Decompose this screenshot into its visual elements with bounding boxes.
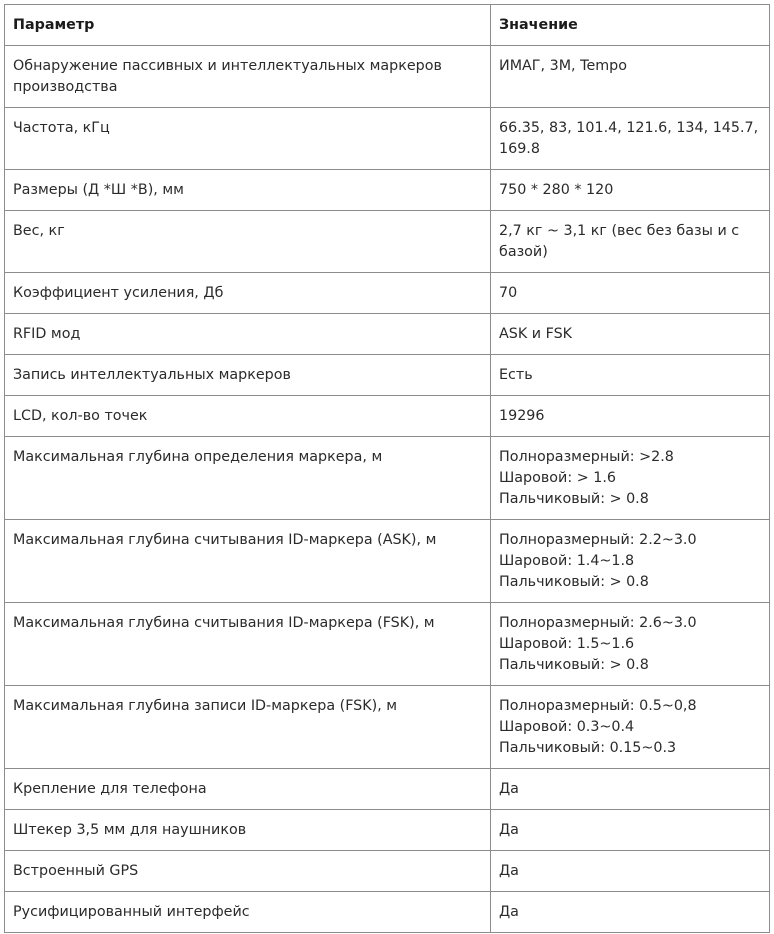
parameter-cell: Запись интеллектуальных маркеров: [5, 355, 491, 396]
value-cell: Полноразмерный: 0.5~0,8 Шаровой: 0.3~0.4 Пальчиковый: 0.15~0.3: [491, 686, 770, 769]
value-cell: ИМАГ, 3M, Tempo: [491, 46, 770, 108]
table-row: [5, 810, 770, 851]
value-cell: Полноразмерный: >2.8 Шаровой: > 1.6 Пальчиковый: > 0.8: [491, 437, 770, 520]
value-cell: 2,7 кг ~ 3,1 кг (вес без базы и с базой): [491, 211, 770, 273]
value-cell: 19296: [491, 396, 770, 437]
header-row: [5, 5, 770, 46]
table-row: [5, 686, 770, 769]
table-row: [5, 396, 770, 437]
table-row: [5, 520, 770, 603]
parameter-cell: Встроенный GPS: [5, 851, 491, 892]
parameter-cell: Вес, кг: [5, 211, 491, 273]
table-row: [5, 437, 770, 520]
parameter-cell: Максимальная глубина считывания ID-маркера (ASK), м: [5, 520, 491, 603]
value-cell: Полноразмерный: 2.2~3.0 Шаровой: 1.4~1.8 Пальчиковый: > 0.8: [491, 520, 770, 603]
table-row: [5, 851, 770, 892]
table-row: [5, 211, 770, 273]
table-row: [5, 46, 770, 108]
value-cell: Есть: [491, 355, 770, 396]
parameter-cell: Штекер 3,5 мм для наушников: [5, 810, 491, 851]
table-row: [5, 603, 770, 686]
parameter-cell: Коэффициент усиления, Дб: [5, 273, 491, 314]
spec-table-header: [5, 5, 770, 46]
parameter-cell: RFID мод: [5, 314, 491, 355]
value-cell: 750 * 280 * 120: [491, 170, 770, 211]
spec-table: [4, 4, 770, 933]
table-row: [5, 108, 770, 170]
value-cell: 70: [491, 273, 770, 314]
column-header-value: Значение: [491, 5, 770, 46]
table-row: [5, 170, 770, 211]
parameter-cell: Максимальная глубина считывания ID-маркера (FSK), м: [5, 603, 491, 686]
value-cell: Да: [491, 892, 770, 933]
parameter-cell: Русифицированный интерфейс: [5, 892, 491, 933]
value-cell: Полноразмерный: 2.6~3.0 Шаровой: 1.5~1.6 Пальчиковый: > 0.8: [491, 603, 770, 686]
parameter-cell: Размеры (Д *Ш *В), мм: [5, 170, 491, 211]
value-cell: ASK и FSK: [491, 314, 770, 355]
value-cell: Да: [491, 810, 770, 851]
parameter-cell: Частота, кГц: [5, 108, 491, 170]
value-cell: 66.35, 83, 101.4, 121.6, 134, 145.7, 169.8: [491, 108, 770, 170]
table-row: [5, 769, 770, 810]
parameter-cell: Максимальная глубина определения маркера, м: [5, 437, 491, 520]
parameter-cell: LCD, кол-во точек: [5, 396, 491, 437]
parameter-cell: Максимальная глубина записи ID-маркера (FSK), м: [5, 686, 491, 769]
spec-table-body: [5, 46, 770, 933]
value-cell: Да: [491, 851, 770, 892]
table-row: [5, 355, 770, 396]
table-row: [5, 314, 770, 355]
value-cell: Да: [491, 769, 770, 810]
column-header-parameter: Параметр: [5, 5, 491, 46]
table-row: [5, 892, 770, 933]
parameter-cell: Крепление для телефона: [5, 769, 491, 810]
table-row: [5, 273, 770, 314]
parameter-cell: Обнаружение пассивных и интеллектуальных маркеров производства: [5, 46, 491, 108]
